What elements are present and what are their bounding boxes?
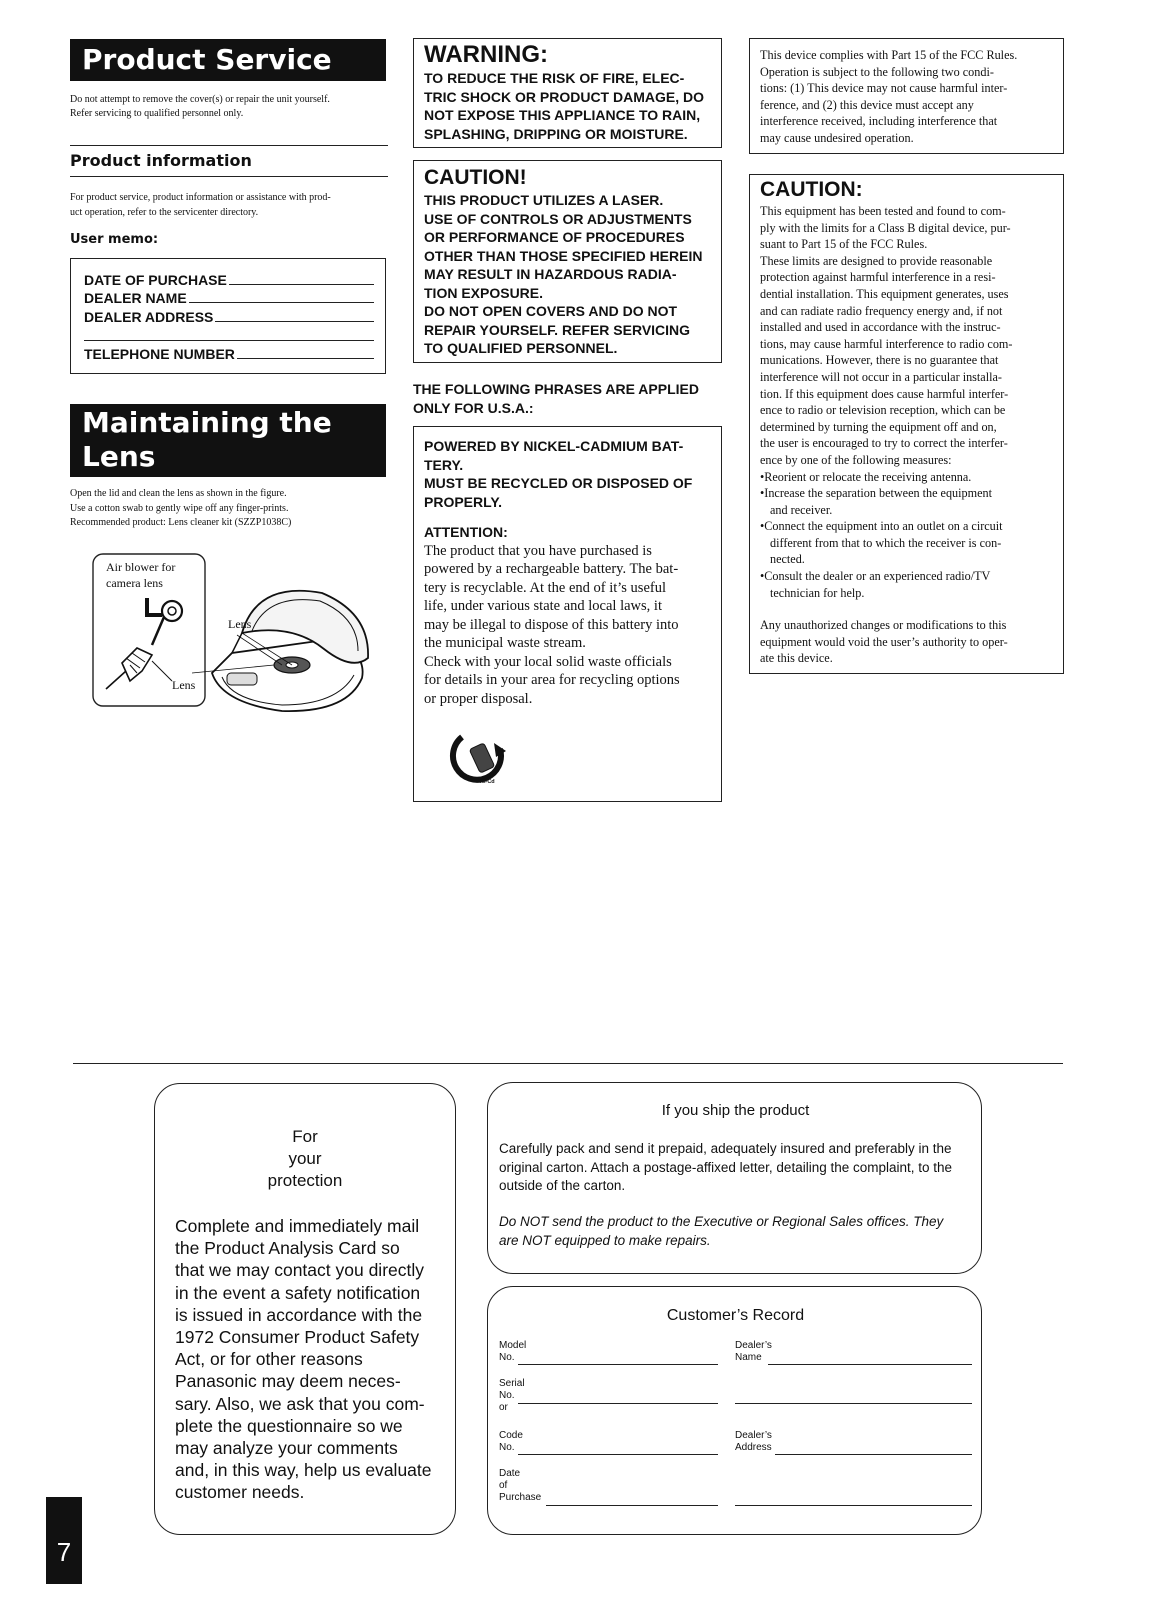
attention-text: The product that you have purchased is powered by a rechargeable battery. The bat- tery is recyclable. At the end of it’s useful life, under various state and local laws, it may be illegal to dispose of this battery into the municipal waste stream. Check with your local solid waste officials for details in your area for recycling options or proper disposal. <box>424 542 680 707</box>
dealer-address-line-2 <box>735 1505 972 1506</box>
caution-laser-box <box>413 160 722 363</box>
figure-label-lens-top: Lens <box>228 617 252 631</box>
figure-label-air-blower: Air blower for camera lens <box>106 560 176 590</box>
divider <box>70 176 388 177</box>
warning-title: WARNING: <box>424 41 548 68</box>
ship-para2: Do NOT send the product to the Executive or Regional Sales offices. They are NOT equipped to make repairs. <box>499 1214 944 1248</box>
maintaining-lens-text: Open the lid and clean the lens as shown in the figure. Use a cotton swab to gently wipe off any finger-prints. Recommended product: Lens cleaner kit (SZZP1038C) <box>70 488 292 528</box>
memo-dealer-name: DEALER NAME <box>84 288 374 306</box>
product-information-text: For product service, product information or assistance with prod- uct operation, refer to the servicenter directory. <box>70 192 331 218</box>
caution-fcc-title: CAUTION: <box>760 178 863 201</box>
page-number-tab: 7 <box>46 1497 82 1584</box>
code-no-line <box>518 1454 718 1455</box>
lens-cleaning-figure <box>92 553 382 723</box>
memo-dealer-address: DEALER ADDRESS <box>84 307 374 325</box>
ship-box <box>487 1082 982 1274</box>
divider <box>70 145 388 146</box>
serial-no-label: Serial No. or <box>499 1378 525 1413</box>
model-no-line <box>518 1364 718 1365</box>
model-no-label: Model No. <box>499 1340 527 1363</box>
ship-title: If you ship the product <box>661 1102 810 1119</box>
dealer-address-label: Dealer’s Address <box>735 1430 772 1453</box>
attention-title: ATTENTION: <box>424 524 508 540</box>
logo-nicd-text: Ni-Cd <box>480 779 495 785</box>
battery-warning-text: POWERED BY NICKEL-CADMIUM BAT- TERY. MUST BE RECYCLED OR DISPOSED OF PROPERLY. <box>424 438 693 510</box>
customer-record-title: Customer’s Record <box>666 1307 805 1324</box>
recycle-icon <box>442 727 512 789</box>
protection-box <box>154 1083 456 1535</box>
dealer-name-label: Dealer’s Name <box>735 1340 772 1363</box>
caution-laser-text: THIS PRODUCT UTILIZES A LASER. USE OF CONTROLS OR ADJUSTMENTS OR PERFORMANCE OF PROCEDURES OTHER THAN THOSE SPECIFIED HEREIN MAY RESULT IN HAZARDOUS RADIA- TION EXPOSURE. DO NOT OPEN COVERS AND DO NOT REPAIR YOURSELF. REFER SERVICING TO QUALIFIED PERSONNEL. <box>424 192 703 356</box>
fcc-notice-text: This device complies with Part 15 of the FCC Rules. Operation is subject to the following two condi- tions: (1) This device may not cause harmful inter- ference, and (2) this device must accept any interference received, including interference that may cause undesired operation. <box>760 48 1018 145</box>
usa-phrases-heading: THE FOLLOWING PHRASES ARE APPLIED ONLY FOR U.S.A.: <box>413 381 699 416</box>
warning-box <box>413 38 722 148</box>
user-memo-box <box>70 258 386 374</box>
code-no-label: Code No. <box>499 1430 523 1453</box>
figure-label-lens-bottom: Lens <box>172 678 196 692</box>
protection-heading: For your protection <box>267 1127 343 1190</box>
fcc-notice-box <box>749 38 1064 154</box>
product-service-title: Product Service <box>70 39 386 81</box>
dealer-name-line <box>768 1364 972 1365</box>
date-of-purchase-label: Date of Purchase <box>499 1468 542 1503</box>
memo-date-of-purchase: DATE OF PURCHASE <box>84 270 374 288</box>
maintaining-lens-title: Maintaining the Lens <box>70 404 386 477</box>
warning-text: TO REDUCE THE RISK OF FIRE, ELEC- TRIC SHOCK OR PRODUCT DAMAGE, DO NOT EXPOSE THIS APPLIANCE TO RAIN, SPLASHING, DRIPPING OR MOISTURE. <box>424 70 704 142</box>
product-service-text: Do not attempt to remove the cover(s) or repair the unit yourself. Refer servicing to qualified personnel only. <box>70 94 330 119</box>
dealer-name-line-2 <box>735 1403 972 1404</box>
caution-fcc-box <box>749 174 1064 674</box>
serial-no-line <box>518 1403 718 1404</box>
product-information-heading: Product information <box>70 151 252 170</box>
customer-record-box <box>487 1286 982 1535</box>
memo-telephone-number: TELEPHONE NUMBER <box>84 344 374 362</box>
protection-text: Complete and immediately mail the Product Analysis Card so that we may contact you directly in the event a safety notification is issued in accordance with the 1972 Consumer Product Safety Act, or for other reasons Panasonic may deem neces- sary. Also, we ask that you com- plete the questionnaire so we may analyze your comments and, in this way, help us evaluate customer needs. <box>175 1216 432 1503</box>
caution-laser-title: CAUTION! <box>424 166 527 189</box>
bottom-divider <box>73 1063 1063 1064</box>
rbrc-recycle-logo <box>442 727 512 789</box>
user-memo-label: User memo: <box>70 232 159 247</box>
ship-para1: Carefully pack and send it prepaid, adequately insured and preferably in the original carton. Attach a postage-affixed letter, detailing the complaint, to the outside of the carton. <box>499 1141 953 1193</box>
battery-box <box>413 426 722 802</box>
date-of-purchase-line <box>546 1505 718 1506</box>
memo-blank-line <box>84 340 374 341</box>
dealer-address-line <box>775 1454 972 1455</box>
caution-fcc-text: This equipment has been tested and found to com- ply with the limits for a Class B digital device, pur- suant to Part 15 of the FCC Rules. These limits are designed to provide reasonable protection against harmful interference in a resi- dential installation. This equipment generates, uses and can radiate radio frequency energy and, if not installed and used in accordance with the instruc- tions, may cause harmful interference to radio com- munications. However, there is no guarantee that interference will not occur in a particular installa- tion. If this equipment does cause harmful interfer- ence to radio or television reception, which can be determined by turning the equipment off and on, the user is encouraged to try to correct the interfer- ence by one of the following measures: •Reorient or relocate the receiving antenna. •Increase the separation between the equipment and receiver. •Connect the equipment into an outlet on a circuit different from that to which the receiver is con- nected. •Consult the dealer or an experienced radio/TV technician for help. Any unauthorized changes or modifications to this equipment would void the user’s authority to oper- ate this device. <box>760 204 1013 666</box>
